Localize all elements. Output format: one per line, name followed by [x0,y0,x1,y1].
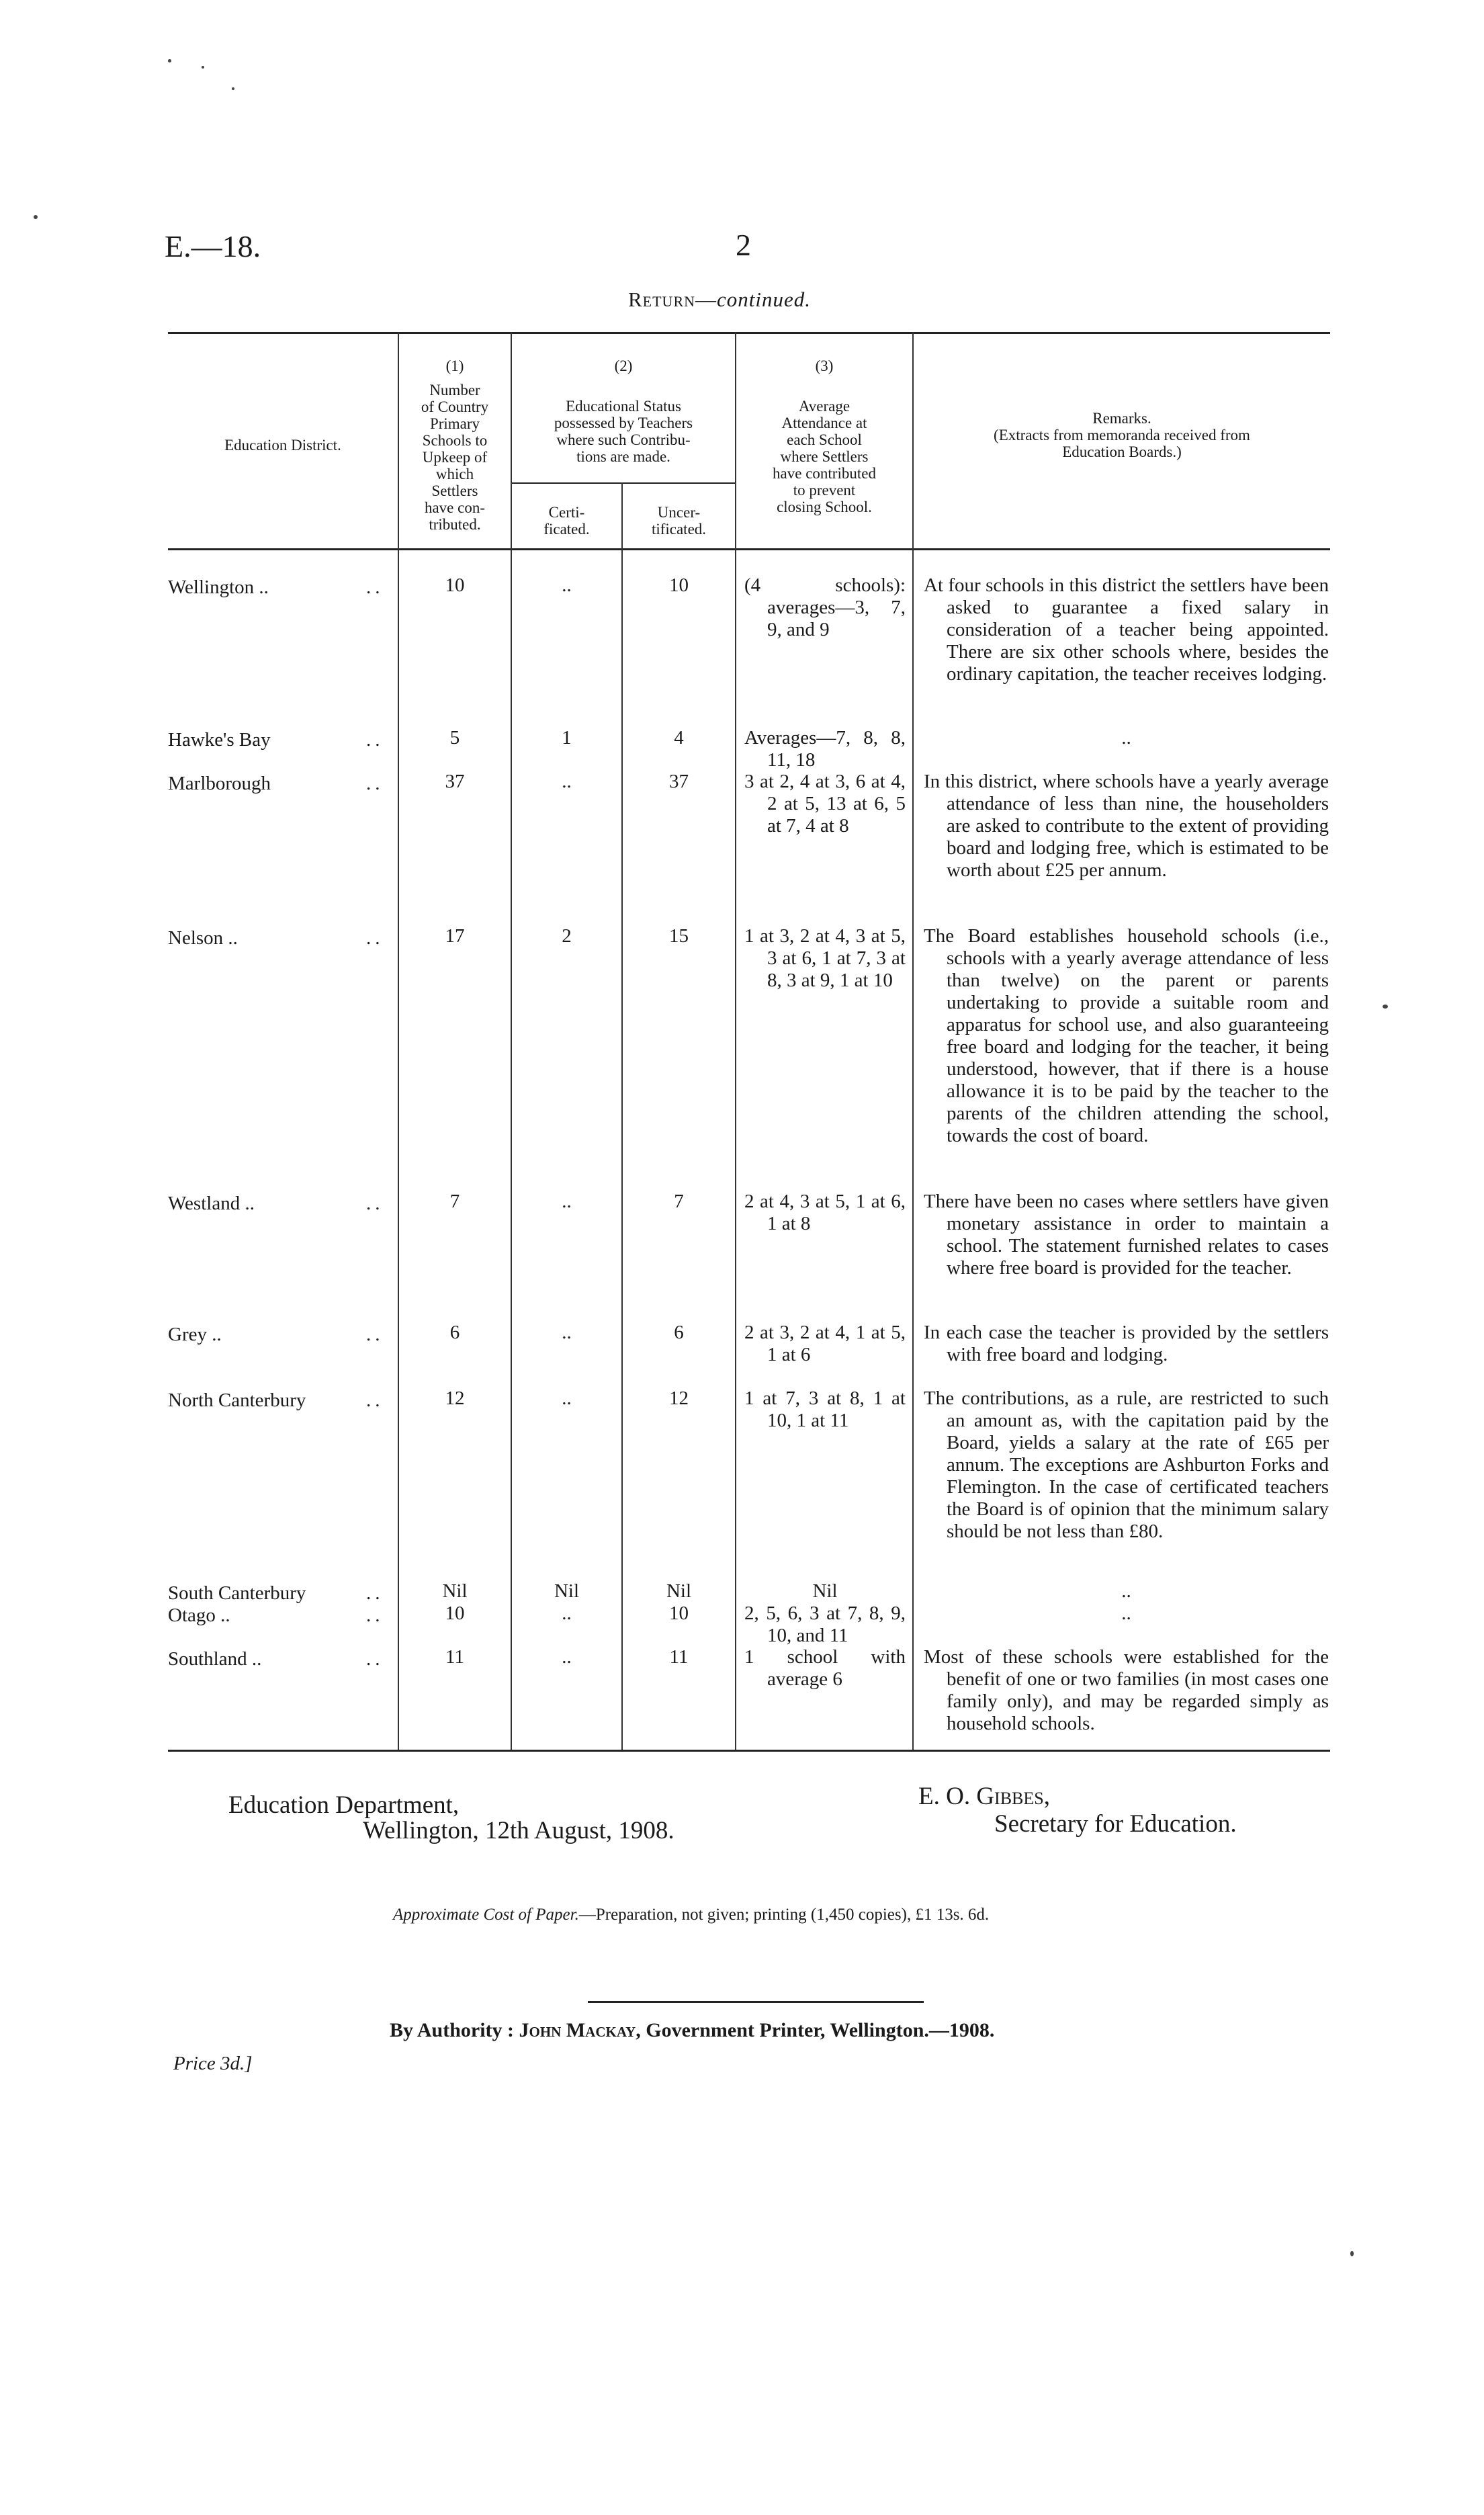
attendance-text: 3 at 2, 4 at 3, 6 at 4, 2 at 5, 13 at 6, 5 at 7, 4 at 8 [744,771,906,837]
dot-leader: .. [366,577,384,598]
uncertificated-count: 15 [669,925,689,947]
header-remarks-line: Remarks. [1092,410,1151,427]
district-name: Westland .. [168,1193,255,1214]
return-title [628,288,811,312]
attendance-text: Averages—7, 8, 8, 11, 18 [744,727,906,771]
header-col3-line: to prevent [793,482,856,499]
header-col3 [736,398,912,515]
header-col2-line: where such Contribu- [556,431,691,448]
table-bottom-rule [168,1750,1330,1752]
remarks-text: The contributions, as a rule, are restricted to such an amount as, with the capitation paid by the Board, yields a salary at the rate of £65 per annum. The exceptions are Ashburton Forks and Flemington. In the case of certificated teachers the Board is of opinion that the minimum salary should be not less than £80. [924,1388,1329,1542]
remarks-text: .. [1121,727,1131,749]
remarks-text: .. [1121,1603,1131,1624]
attendance-text: 1 school with average 6 [744,1646,906,1690]
header-col3-line: have contributed [773,465,876,482]
attendance-text: 1 at 7, 3 at 8, 1 at 10, 1 at 11 [744,1388,906,1431]
header-col3-line: where Settlers [780,448,869,465]
header-remarks-line: (Extracts from memoranda received from [994,427,1250,443]
signer-title: Secretary for Education. [994,1810,1237,1838]
col2-divider [511,332,512,1750]
header-uncertificated-line: tificated. [651,521,707,538]
remarks [924,1603,1329,1625]
header-col3-line: Attendance at [781,415,867,431]
district-name: North Canterbury [168,1390,306,1411]
remarks-text: In each case the teacher is provided by the settlers with free board and lodging. [924,1322,1329,1365]
header-col1-line: Number [429,382,480,398]
dot-leader: .. [366,1390,384,1411]
attendance [744,727,906,771]
attendance [744,574,906,641]
schools-count: 5 [449,727,460,749]
schools-count: 17 [445,925,465,947]
remarks-text: .. [1121,1580,1131,1602]
district-name: Marlborough [168,773,271,794]
uncertificated-count: 10 [669,1603,689,1624]
attendance-text: 2, 5, 6, 3 at 7, 8, 9, 10, and 11 [744,1603,906,1646]
header-col1-line: Upkeep of [422,449,488,466]
district-name: Hawke's Bay [168,729,271,751]
department-name: Education Department, [228,1791,460,1819]
uncertificated-count: 12 [669,1388,689,1409]
header-certificated-line: Certi- [548,504,585,521]
header-col2 [512,398,735,465]
uncertificated-count: 10 [669,574,689,596]
authority-rest: Government Printer, Wellington.—1908. [646,2019,995,2041]
remarks [924,1322,1329,1366]
schools-count: 11 [445,1646,464,1668]
certificated-count: .. [562,1191,572,1212]
cost-text: —Preparation, not given; printing (1,450 copies), £1 13s. 6d. [578,1906,990,1924]
table-top-rule [168,332,1330,334]
uncertificated-count: 11 [669,1646,689,1668]
header-certificated [512,504,621,538]
return-title-main: Return— [628,288,717,311]
schools-count: 12 [445,1388,465,1409]
authority-prefix: By Authority : [390,2019,515,2041]
remarks [924,1646,1329,1735]
header-remarks-line: Education Boards.) [1062,443,1182,460]
remarks [924,727,1329,749]
header-col1-line: have con- [424,499,486,516]
remarks [924,925,1329,1147]
district-name: Southland .. [168,1648,262,1670]
col2-sub-divider [621,482,623,1750]
remarks-text: There have been no cases where settlers have given monetary assistance in order to maintain a school. The statement furnished relates to cases where free board is provided for the teacher. [924,1191,1329,1279]
signer-name: E. O. Gibbes, [918,1783,1050,1810]
cost-of-paper [393,1906,989,1924]
table-header-rule [168,548,1330,550]
attendance [744,771,906,837]
attendance [744,1322,906,1366]
schools-count: Nil [442,1580,468,1602]
schools-count: 10 [445,1603,465,1624]
header-col1 [399,382,511,533]
remarks [924,1388,1329,1543]
price: Price 3d.] [173,2053,253,2074]
dot-leader: .. [366,1582,384,1604]
uncertificated-count: 7 [674,1191,684,1212]
schools-count: 10 [445,574,465,596]
header-col2-line: Educational Status [566,398,681,415]
remarks-text: Most of these schools were established for the benefit of one or two families (in most cases one family only), and may be regarded simply as household schools. [924,1646,1329,1734]
certificated-count: 2 [562,925,572,947]
attendance [744,1603,906,1647]
header-col3-line: closing School. [777,499,872,515]
district-name: Otago .. [168,1605,230,1626]
uncertificated-count: 37 [669,771,689,792]
uncertificated-count: 4 [674,727,684,749]
page-number: 2 [736,228,751,262]
dot-leader: .. [366,1193,384,1214]
attendance-text: (4 schools): averages—3, 7, 9, and 9 [744,574,906,640]
certificated-count: .. [562,574,572,596]
attendance-text: 1 at 3, 2 at 4, 3 at 5, 3 at 6, 1 at 7, 3 at 8, 3 at 9, 1 at 10 [744,925,906,991]
dot-leader: .. [366,1648,384,1670]
dot-leader: .. [366,927,384,949]
remarks-text: The Board establishes household schools (i.e., schools with a yearly average attendance of less than twelve) on the parent or parents undertaking to provide a suitable room and apparatus for school use, and also guaranteeing free board and lodging for the teacher, it being understood, however, that if there is a house allowance it is to be paid by the teacher to the parents of the children attending the school, towards the cost of board. [924,925,1329,1146]
dot-leader: .. [366,729,384,751]
certificated-count: 1 [562,727,572,749]
attendance [744,1191,906,1235]
remarks-divider [912,332,914,1750]
scan-speck [1350,2251,1354,2256]
header-col3-line: each School [787,431,862,448]
district-name: South Canterbury [168,1582,306,1604]
attendance [744,1580,906,1603]
dot-leader: .. [366,1324,384,1345]
header-col3-number: (3) [815,357,834,374]
header-district: Education District. [224,437,341,454]
schools-count: 37 [445,771,465,792]
printer-name: John Mackay, [519,2019,641,2041]
header-uncertificated-line: Uncer- [657,504,701,521]
department-date: Wellington, 12th August, 1908. [363,1817,674,1844]
certificated-count: Nil [554,1580,580,1602]
attendance [744,1388,906,1432]
scan-speck [202,66,204,69]
scan-speck [168,59,171,62]
uncertificated-count: Nil [666,1580,692,1602]
header-col1-line: Primary [429,415,480,432]
col1-divider [398,332,399,1750]
header-uncertificated [623,504,735,538]
certificated-count: .. [562,1603,572,1624]
uncertificated-count: 6 [674,1322,684,1343]
return-title-suffix: continued. [717,288,812,311]
authority-rule [588,2001,924,2003]
header-col2-line: possessed by Teachers [554,415,693,431]
document-code: E.—18. [165,229,261,263]
remarks-text: In this district, where schools have a yearly average attendance of less than nine, the householders are asked to contribute to the extent of providing board and lodging free, which is estimated to be worth about £25 per annum. [924,771,1329,881]
header-col1-line: Schools to [422,432,488,449]
cost-label: Approximate Cost of Paper. [393,1906,579,1924]
remarks-text: At four schools in this district the settlers have been asked to guarantee a fixed salary in consideration of a teacher being appointed. There are six other schools where, besides the ordinary capitation, the teacher receives lodging. [924,574,1329,685]
certificated-count: .. [562,1322,572,1343]
header-col1-line: tributed. [429,516,481,533]
header-remarks [914,410,1330,460]
header-certificated-line: ficated. [543,521,590,538]
printer-authority [390,2019,994,2042]
col3-divider [735,332,736,1750]
attendance-text: Nil [812,1580,838,1602]
district-name: Nelson .. [168,927,238,949]
dot-leader: .. [366,1605,384,1626]
remarks [924,771,1329,882]
schools-count: 6 [449,1322,460,1343]
remarks [924,574,1329,685]
attendance [744,1646,906,1691]
remarks [924,1191,1329,1279]
attendance-text: 2 at 4, 3 at 5, 1 at 6, 1 at 8 [744,1191,906,1234]
dot-leader: .. [366,773,384,794]
header-col1-line: Settlers [431,482,478,499]
header-col2-number: (2) [614,357,633,374]
attendance-text: 2 at 3, 2 at 4, 1 at 5, 1 at 6 [744,1322,906,1365]
certificated-count: .. [562,1646,572,1668]
scan-speck [232,87,234,90]
scan-speck [1383,1005,1388,1009]
district-name: Wellington .. [168,577,269,598]
remarks [924,1580,1329,1603]
header-col2-line: tions are made. [576,448,670,465]
attendance [744,925,906,992]
certificated-count: .. [562,1388,572,1409]
scan-speck [34,215,38,219]
col2-sub-rule [511,482,735,484]
header-col1-number: (1) [445,357,464,374]
district-name: Grey .. [168,1324,222,1345]
header-col1-line: of Country [421,398,489,415]
certificated-count: .. [562,771,572,792]
schools-count: 7 [449,1191,460,1212]
header-col1-line: which [435,466,474,482]
header-col3-line: Average [798,398,850,415]
